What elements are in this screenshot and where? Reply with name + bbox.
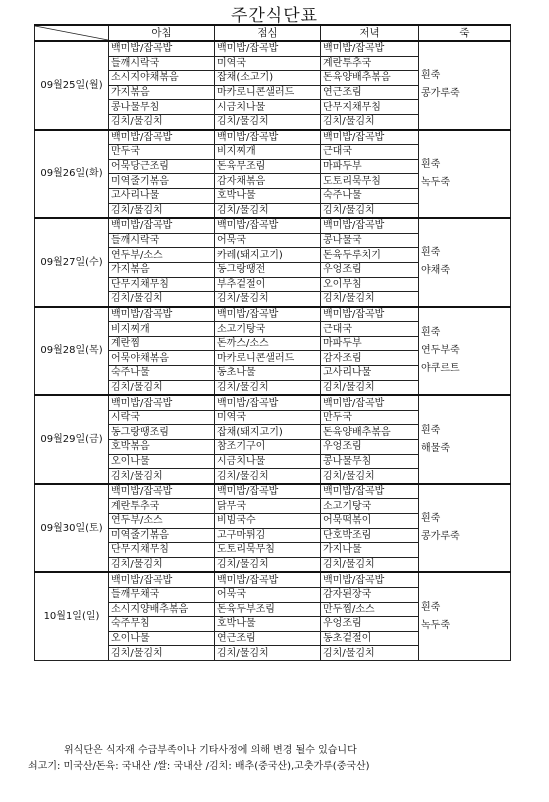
breakfast-item: 어묵당근조림: [109, 159, 215, 174]
dinner-item: 감자된장국: [321, 587, 419, 602]
dinner-item: 백미밥/잡곡밥: [321, 307, 419, 322]
breakfast-item: 소시지양배추볶음: [109, 602, 215, 617]
breakfast-item: 단무지채무침: [109, 277, 215, 292]
lunch-item: 백미밥/잡곡밥: [215, 41, 321, 56]
breakfast-item: 시락국: [109, 410, 215, 425]
breakfast-item: 소시지야채볶음: [109, 71, 215, 86]
breakfast-item: 김치/물김치: [109, 114, 215, 129]
lunch-item: 돈까스/소스: [215, 336, 321, 351]
dinner-item: 마파두부: [321, 336, 419, 351]
porridge-cell: [419, 484, 511, 573]
porridge-item: 녹두죽: [421, 619, 450, 631]
day-date: 09월26일(화): [35, 130, 109, 219]
day-date: 09월28일(목): [35, 307, 109, 396]
menu-row: [35, 218, 511, 233]
dinner-item: 백미밥/잡곡밥: [321, 218, 419, 233]
breakfast-item: 숙주무침: [109, 617, 215, 632]
dinner-item: 도토리묵무침: [321, 174, 419, 189]
dinner-item: 오이무침: [321, 277, 419, 292]
breakfast-item: 단무지채무침: [109, 543, 215, 558]
day-date: 09월29일(금): [35, 395, 109, 484]
breakfast-item: 김치/물김치: [109, 557, 215, 572]
porridge-item: 흰죽: [421, 70, 441, 82]
diagonal-header-cell: [35, 25, 109, 41]
breakfast-item: 고사리나물: [109, 188, 215, 203]
lunch-item: 마카로니콘샐러드: [215, 85, 321, 100]
day-group: [35, 572, 511, 660]
lunch-item: 비빔국수: [215, 514, 321, 529]
lunch-item: 김치/물김치: [215, 114, 321, 129]
dinner-item: 우엉조림: [321, 262, 419, 277]
day-date: 09월27일(수): [35, 218, 109, 307]
dinner-item: 숙주나물: [321, 188, 419, 203]
dinner-item: 소고기탕국: [321, 499, 419, 514]
porridge-item: 흰죽: [421, 513, 441, 525]
lunch-item: 김치/물김치: [215, 203, 321, 218]
dinner-item: 단호박조림: [321, 528, 419, 543]
dinner-item: 김치/물김치: [321, 292, 419, 307]
dinner-item: 만두국: [321, 410, 419, 425]
breakfast-item: 미역줄기볶음: [109, 528, 215, 543]
day-date: 10월1일(일): [35, 572, 109, 660]
lunch-item: 백미밥/잡곡밥: [215, 395, 321, 410]
diagonal-line: [35, 26, 108, 40]
dinner-item: 근대국: [321, 145, 419, 160]
header-breakfast: 아침: [109, 25, 215, 41]
breakfast-item: 어묵야채볶음: [109, 351, 215, 366]
day-group: [35, 307, 511, 396]
header-lunch: 점심: [215, 25, 321, 41]
dinner-item: 고사리나물: [321, 366, 419, 381]
dinner-item: 백미밥/잡곡밥: [321, 572, 419, 587]
porridge-item: 흰죽: [421, 247, 441, 259]
dinner-item: 백미밥/잡곡밥: [321, 395, 419, 410]
porridge-cell: [419, 395, 511, 484]
porridge-item: 녹두죽: [421, 176, 450, 188]
dinner-item: 우엉조림: [321, 440, 419, 455]
breakfast-item: 백미밥/잡곡밥: [109, 218, 215, 233]
breakfast-item: 백미밥/잡곡밥: [109, 41, 215, 56]
dinner-item: 계란투추국: [321, 56, 419, 71]
dinner-item: 백미밥/잡곡밥: [321, 484, 419, 499]
dinner-item: 마파두부: [321, 159, 419, 174]
lunch-item: 호박나물: [215, 188, 321, 203]
lunch-item: 백미밥/잡곡밥: [215, 484, 321, 499]
dinner-item: 우엉조림: [321, 617, 419, 632]
breakfast-item: 연두부/소스: [109, 514, 215, 529]
breakfast-item: 김치/물김치: [109, 292, 215, 307]
porridge-item: 흰죽: [421, 326, 441, 338]
breakfast-item: 콩나물무침: [109, 100, 215, 115]
lunch-item: 시금치나물: [215, 454, 321, 469]
breakfast-item: 계란찜: [109, 336, 215, 351]
day-group: [35, 41, 511, 130]
header-dinner: 저녁: [321, 25, 419, 41]
dinner-item: 감자조림: [321, 351, 419, 366]
porridge-item: 야쿠르트: [421, 362, 460, 374]
lunch-item: 감자채볶음: [215, 174, 321, 189]
breakfast-item: 들깨시락국: [109, 233, 215, 248]
breakfast-item: 김치/물김치: [109, 469, 215, 484]
lunch-item: 돈육무조림: [215, 159, 321, 174]
breakfast-item: 오이나물: [109, 454, 215, 469]
dinner-item: 만두찜/소스: [321, 602, 419, 617]
menu-row: [35, 41, 511, 56]
breakfast-item: 만두국: [109, 145, 215, 160]
lunch-item: 어묵국: [215, 587, 321, 602]
change-notice: 위식단은 식자재 수급부족이나 기타사정에 의해 변경 될수 있습니다: [64, 745, 357, 756]
dinner-item: 돈육양배추볶음: [321, 71, 419, 86]
lunch-item: 어묵국: [215, 233, 321, 248]
breakfast-item: 김치/물김치: [109, 203, 215, 218]
dinner-item: 김치/물김치: [321, 114, 419, 129]
lunch-item: 닭무국: [215, 499, 321, 514]
porridge-item: 콩가루죽: [421, 531, 460, 543]
breakfast-item: 계란투추국: [109, 499, 215, 514]
breakfast-item: 오이나물: [109, 631, 215, 646]
menu-row: [35, 395, 511, 410]
breakfast-item: 호박볶음: [109, 440, 215, 455]
lunch-item: 김치/물김치: [215, 646, 321, 661]
dinner-item: 김치/물김치: [321, 469, 419, 484]
lunch-item: 미역국: [215, 410, 321, 425]
porridge-cell: [419, 218, 511, 307]
porridge-cell: [419, 572, 511, 660]
lunch-item: 김치/물김치: [215, 557, 321, 572]
breakfast-item: 김치/물김치: [109, 380, 215, 395]
lunch-item: 동그랑땡전: [215, 262, 321, 277]
breakfast-item: 들깨시락국: [109, 56, 215, 71]
day-group: [35, 484, 511, 573]
dinner-item: 가지나물: [321, 543, 419, 558]
breakfast-item: 연두부/소스: [109, 248, 215, 263]
day-date: 09월25일(월): [35, 41, 109, 130]
menu-row: [35, 484, 511, 499]
dinner-item: 김치/물김치: [321, 380, 419, 395]
dinner-item: 김치/물김치: [321, 646, 419, 661]
lunch-item: 백미밥/잡곡밥: [215, 572, 321, 587]
breakfast-item: 미역줄기볶음: [109, 174, 215, 189]
dinner-item: 김치/물김치: [321, 203, 419, 218]
breakfast-item: 백미밥/잡곡밥: [109, 395, 215, 410]
breakfast-item: 백미밥/잡곡밥: [109, 307, 215, 322]
breakfast-item: 백미밥/잡곡밥: [109, 484, 215, 499]
lunch-item: 비지찌개: [215, 145, 321, 160]
dinner-item: 연근조림: [321, 85, 419, 100]
porridge-item: 해물죽: [421, 442, 450, 454]
porridge-item: 연두부죽: [421, 344, 460, 356]
porridge-item: 흰죽: [421, 601, 441, 613]
dinner-item: 콩나물국: [321, 233, 419, 248]
day-group: [35, 395, 511, 484]
page-title: 주간식단표: [230, 6, 319, 26]
lunch-item: 잡채(돼지고기): [215, 425, 321, 440]
lunch-item: 시금치나물: [215, 100, 321, 115]
lunch-item: 마카로니콘샐러드: [215, 351, 321, 366]
lunch-item: 백미밥/잡곡밥: [215, 218, 321, 233]
dinner-item: 단무지채무침: [321, 100, 419, 115]
breakfast-item: 김치/물김치: [109, 646, 215, 661]
origin-info: 쇠고기: 미국산/돈육: 국내산 /쌀: 국내산 /김치: 배추(중국산),고춧가루(중국산): [28, 761, 370, 772]
header-row: [35, 25, 511, 41]
menu-row: [35, 572, 511, 587]
dinner-item: 동초겉절이: [321, 631, 419, 646]
lunch-item: 고구마튀김: [215, 528, 321, 543]
porridge-cell: [419, 41, 511, 130]
porridge-item: 흰죽: [421, 424, 441, 436]
lunch-item: 백미밥/잡곡밥: [215, 130, 321, 145]
breakfast-item: 가지볶음: [109, 262, 215, 277]
menu-row: [35, 130, 511, 145]
menu-row: [35, 307, 511, 322]
lunch-item: 소고기탕국: [215, 322, 321, 337]
dinner-item: 근대국: [321, 322, 419, 337]
breakfast-item: 백미밥/잡곡밥: [109, 130, 215, 145]
day-group: [35, 130, 511, 219]
weekly-menu-table: [34, 24, 511, 661]
lunch-item: 동초나물: [215, 366, 321, 381]
breakfast-item: 숙주나물: [109, 366, 215, 381]
lunch-item: 부추겉절이: [215, 277, 321, 292]
breakfast-item: 동그랑땡조림: [109, 425, 215, 440]
porridge-item: 흰죽: [421, 158, 441, 170]
breakfast-item: 가지볶음: [109, 85, 215, 100]
breakfast-item: 비지찌개: [109, 322, 215, 337]
lunch-item: 김치/물김치: [215, 380, 321, 395]
porridge-item: 콩가루죽: [421, 88, 460, 100]
dinner-item: 백미밥/잡곡밥: [321, 130, 419, 145]
breakfast-item: 백미밥/잡곡밥: [109, 572, 215, 587]
lunch-item: 미역국: [215, 56, 321, 71]
lunch-item: 돈육두부조림: [215, 602, 321, 617]
porridge-item: 야채죽: [421, 265, 450, 277]
lunch-item: 카레(돼지고기): [215, 248, 321, 263]
porridge-cell: [419, 307, 511, 396]
header-porridge: 죽: [419, 25, 511, 41]
day-date: 09월30일(토): [35, 484, 109, 573]
dinner-item: 콩나물무침: [321, 454, 419, 469]
lunch-item: 참조기구이: [215, 440, 321, 455]
dinner-item: 돈육양배추볶음: [321, 425, 419, 440]
lunch-item: 김치/물김치: [215, 292, 321, 307]
breakfast-item: 들깨무채국: [109, 587, 215, 602]
lunch-item: 김치/물김치: [215, 469, 321, 484]
dinner-item: 어묵떡볶이: [321, 514, 419, 529]
lunch-item: 잡채(소고기): [215, 71, 321, 86]
porridge-cell: [419, 130, 511, 219]
lunch-item: 백미밥/잡곡밥: [215, 307, 321, 322]
lunch-item: 호박나물: [215, 617, 321, 632]
dinner-item: 김치/물김치: [321, 557, 419, 572]
lunch-item: 연근조림: [215, 631, 321, 646]
lunch-item: 도토리묵무침: [215, 543, 321, 558]
day-group: [35, 218, 511, 307]
dinner-item: 백미밥/잡곡밥: [321, 41, 419, 56]
dinner-item: 돈육두루치기: [321, 248, 419, 263]
